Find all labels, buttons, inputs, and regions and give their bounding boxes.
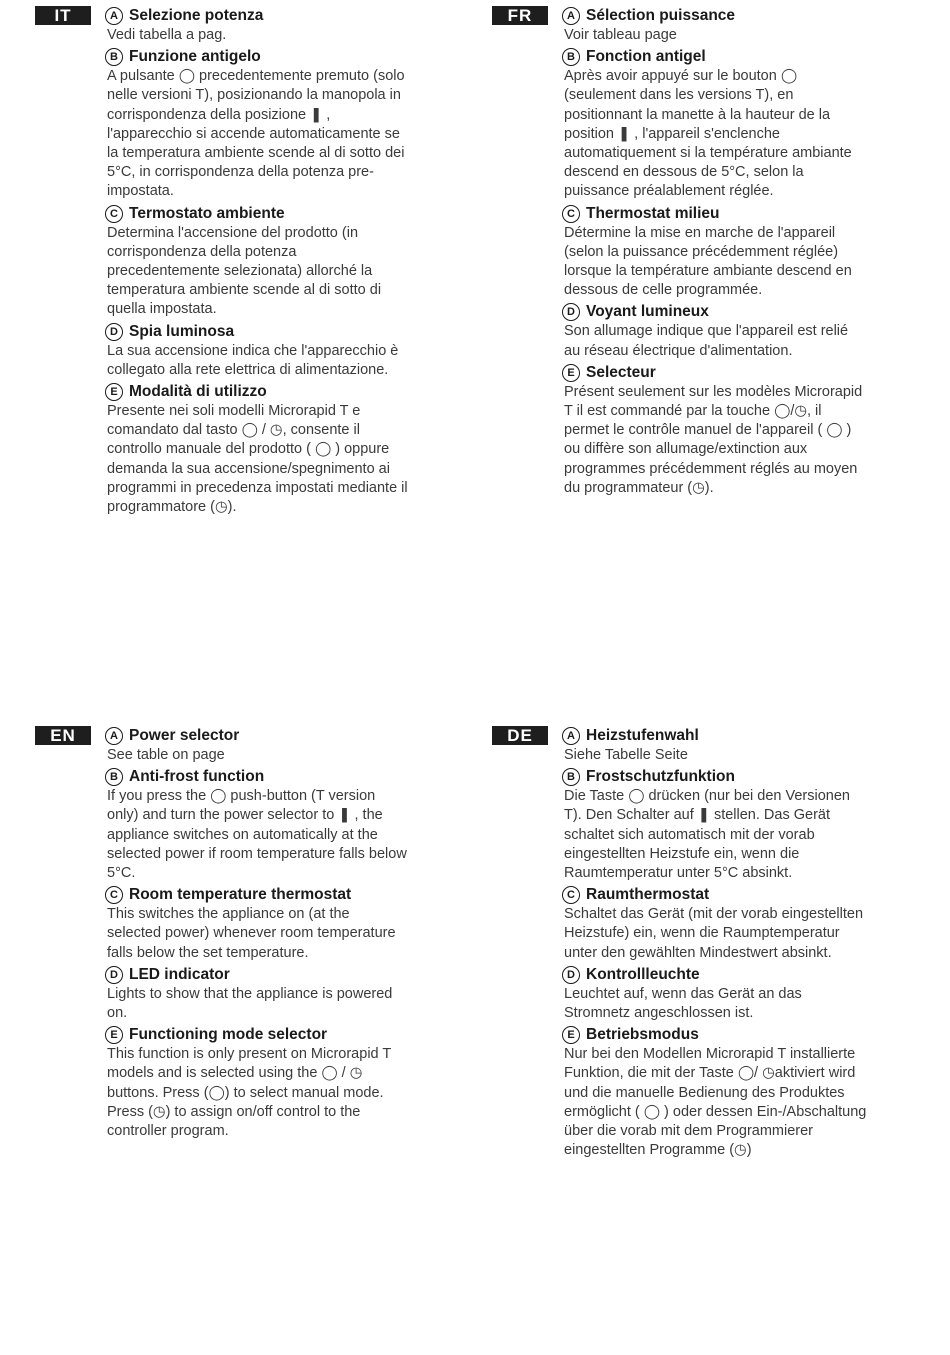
section-c xyxy=(105,885,465,963)
section-c xyxy=(105,204,465,320)
section-heading xyxy=(562,204,922,224)
section-body: See table on page xyxy=(107,747,225,763)
section-body: Die Taste ◯ drücken (nur bei den Versionen T). Den Schalter auf ❚ stellen. Das Gerät schaltet sich automatisch mit der vorab eingestellten Heizstufe ein, wenn die Raumtemperatur unter 5°C absinkt. xyxy=(564,788,850,882)
section-c xyxy=(562,204,922,301)
section-title: Selezione potenza xyxy=(129,7,264,24)
section-e xyxy=(562,363,922,498)
section-heading xyxy=(562,6,922,26)
circled-letter-icon: C xyxy=(562,205,580,223)
section-title: Heizstufenwahl xyxy=(586,727,699,744)
section-b xyxy=(562,767,922,883)
circled-letter-icon: D xyxy=(105,966,123,984)
circled-letter-icon: A xyxy=(562,727,580,745)
section-title: Modalità di utilizzo xyxy=(129,383,267,401)
section-heading xyxy=(562,47,922,67)
section-title: Raumthermostat xyxy=(586,886,710,904)
section-heading xyxy=(105,382,465,402)
circled-letter-icon: D xyxy=(562,303,580,321)
section-title: Fonction antigel xyxy=(586,48,706,66)
section-d xyxy=(105,322,465,380)
section-heading xyxy=(562,726,922,746)
circled-letter-icon: A xyxy=(562,7,580,25)
section-heading xyxy=(105,1025,465,1045)
circled-letter-icon: E xyxy=(562,1026,580,1044)
section-body: Détermine la mise en marche de l'appareil (selon la puissance précédemment réglée) lorsque la température ambiante descend en dessous de celle programmée. xyxy=(564,224,852,299)
section-a xyxy=(562,6,922,45)
section-body: Determina l'accensione del prodotto (in corrispondenza della potenza precedentemente selezionata) allorché la temperatura ambiente scende al di sotto di quella impostata. xyxy=(107,224,382,318)
circled-letter-icon: E xyxy=(562,364,580,382)
section-list xyxy=(105,726,465,1143)
section-body: Lights to show that the appliance is powered on. xyxy=(107,985,393,1022)
section-body: If you press the ◯ push-button (T version only) and turn the power selector to ❚ , the appliance switches on automatically at the selected power if room temperature falls below 5°C. xyxy=(107,788,407,882)
section-b xyxy=(105,47,465,201)
section-title: Thermostat milieu xyxy=(586,204,720,222)
section-heading xyxy=(562,1025,922,1045)
section-d xyxy=(562,965,922,1023)
section-title: Power selector xyxy=(129,727,240,744)
circled-letter-icon: B xyxy=(562,48,580,66)
section-e xyxy=(105,1025,465,1141)
section-b xyxy=(105,767,465,883)
section-heading xyxy=(105,322,465,342)
section-d xyxy=(105,965,465,1023)
section-a xyxy=(105,726,465,765)
language-tag-it: IT xyxy=(35,6,91,25)
section-d xyxy=(562,302,922,360)
circled-letter-icon: A xyxy=(105,7,123,25)
section-title: Anti-frost function xyxy=(129,768,265,786)
section-title: Betriebsmodus xyxy=(586,1026,699,1044)
section-heading xyxy=(562,885,922,905)
language-tag-en: EN xyxy=(35,726,91,745)
section-b xyxy=(562,47,922,201)
section-body: La sua accensione indica che l'apparecchio è collegato alla rete elettrica di alimentazione. xyxy=(107,342,399,378)
section-body: Après avoir appuyé sur le bouton ◯ (seulement dans les versions T), en positionnant la manette à la hauteur de la position ❚ , l'appareil s'enclenche automatiquement si la température ambiante descend en dessous de 5°C, selon la puissance préalablement réglée. xyxy=(564,68,852,200)
circled-letter-icon: D xyxy=(105,323,123,341)
section-list xyxy=(105,6,465,519)
language-tag-fr: FR xyxy=(492,6,548,25)
section-body: Son allumage indique que l'appareil est relié au réseau électrique d'alimentation. xyxy=(564,323,849,359)
section-heading xyxy=(105,767,465,787)
section-c xyxy=(562,885,922,963)
language-tag-de: DE xyxy=(492,726,548,745)
section-title: Termostato ambiente xyxy=(129,204,285,222)
section-body: Voir tableau page xyxy=(564,27,677,43)
section-body: A pulsante ◯ precedentemente premuto (solo nelle versioni T), posizionando la manopola in corrispondenza della posizione ❚ , l'apparecchio si accende automaticamente se la temperatura ambiente scende al di sotto dei 5°C, in corrispondenza della potenza pre- impostata. xyxy=(107,68,405,200)
circled-letter-icon: B xyxy=(105,48,123,66)
section-body: Nur bei den Modellen Microrapid T installierte Funktion, die mit der Taste ◯/ ◷aktiviert wird und die manuelle Bedienung des Produktes ermöglicht ( ◯ ) oder dessen Ein-/Abschaltung über die vorab mit dem Programmierer eingestellten Programme (◷) xyxy=(564,1046,867,1159)
section-title: Sélection puissance xyxy=(586,7,736,24)
section-heading xyxy=(562,363,922,383)
section-heading xyxy=(105,204,465,224)
circled-letter-icon: C xyxy=(105,205,123,223)
section-e xyxy=(105,382,465,517)
section-title: Spia luminosa xyxy=(129,322,235,340)
section-list xyxy=(562,726,922,1162)
section-body: Présent seulement sur les modèles Microrapid T il est commandé par la touche ◯/◷, il permet le contrôle manuel de l'appareil ( ◯ ) ou diffère son allumage/extinction aux programmes précédemment réglés au moyen du programmateur (◷). xyxy=(564,383,863,496)
circled-letter-icon: C xyxy=(562,886,580,904)
section-title: Funzione antigelo xyxy=(129,48,261,66)
circled-letter-icon: E xyxy=(105,383,123,401)
circled-letter-icon: B xyxy=(105,768,123,786)
section-a xyxy=(105,6,465,45)
section-body: This switches the appliance on (at the selected power) whenever room temperature falls below the set temperature. xyxy=(107,906,396,961)
section-heading xyxy=(562,767,922,787)
section-title: Frostschutzfunktion xyxy=(586,768,735,786)
section-body: Siehe Tabelle Seite xyxy=(564,747,688,763)
section-title: Kontrollleuchte xyxy=(586,965,700,983)
section-a xyxy=(562,726,922,765)
circled-letter-icon: B xyxy=(562,768,580,786)
circled-letter-icon: D xyxy=(562,966,580,984)
section-list xyxy=(562,6,922,500)
section-title: Room temperature thermostat xyxy=(129,886,352,904)
section-heading xyxy=(105,965,465,985)
section-heading xyxy=(105,726,465,746)
circled-letter-icon: A xyxy=(105,727,123,745)
section-body: Schaltet das Gerät (mit der vorab eingestellten Heizstufe) ein, wenn die Raumptemperatur unter den gewählten Mindestwert absinkt. xyxy=(564,906,864,961)
section-body: Vedi tabella a pag. xyxy=(107,27,227,43)
section-body: Presente nei soli modelli Microrapid T e comandato dal tasto ◯ / ◷, consente il controllo manuale del prodotto ( ◯ ) oppure demanda la sua accensione/spegnimento ai programmi in precedenza impostati mediante il programmatore (◷). xyxy=(107,403,408,516)
section-title: Voyant lumineux xyxy=(586,303,709,321)
section-heading xyxy=(562,965,922,985)
section-title: Selecteur xyxy=(586,363,656,381)
section-title: LED indicator xyxy=(129,965,230,983)
section-e xyxy=(562,1025,922,1160)
section-body: Leuchtet auf, wenn das Gerät an das Stromnetz angeschlossen ist. xyxy=(564,985,802,1022)
section-body: This function is only present on Microrapid T models and is selected using the ◯ / ◷ buttons. Press (◯) to select manual mode. Press (◷) to assign on/off control to the controller program. xyxy=(107,1046,392,1140)
circled-letter-icon: C xyxy=(105,886,123,904)
section-title: Functioning mode selector xyxy=(129,1026,328,1044)
section-heading xyxy=(105,6,465,26)
section-heading xyxy=(105,885,465,905)
section-heading xyxy=(562,302,922,322)
circled-letter-icon: E xyxy=(105,1026,123,1044)
section-heading xyxy=(105,47,465,67)
